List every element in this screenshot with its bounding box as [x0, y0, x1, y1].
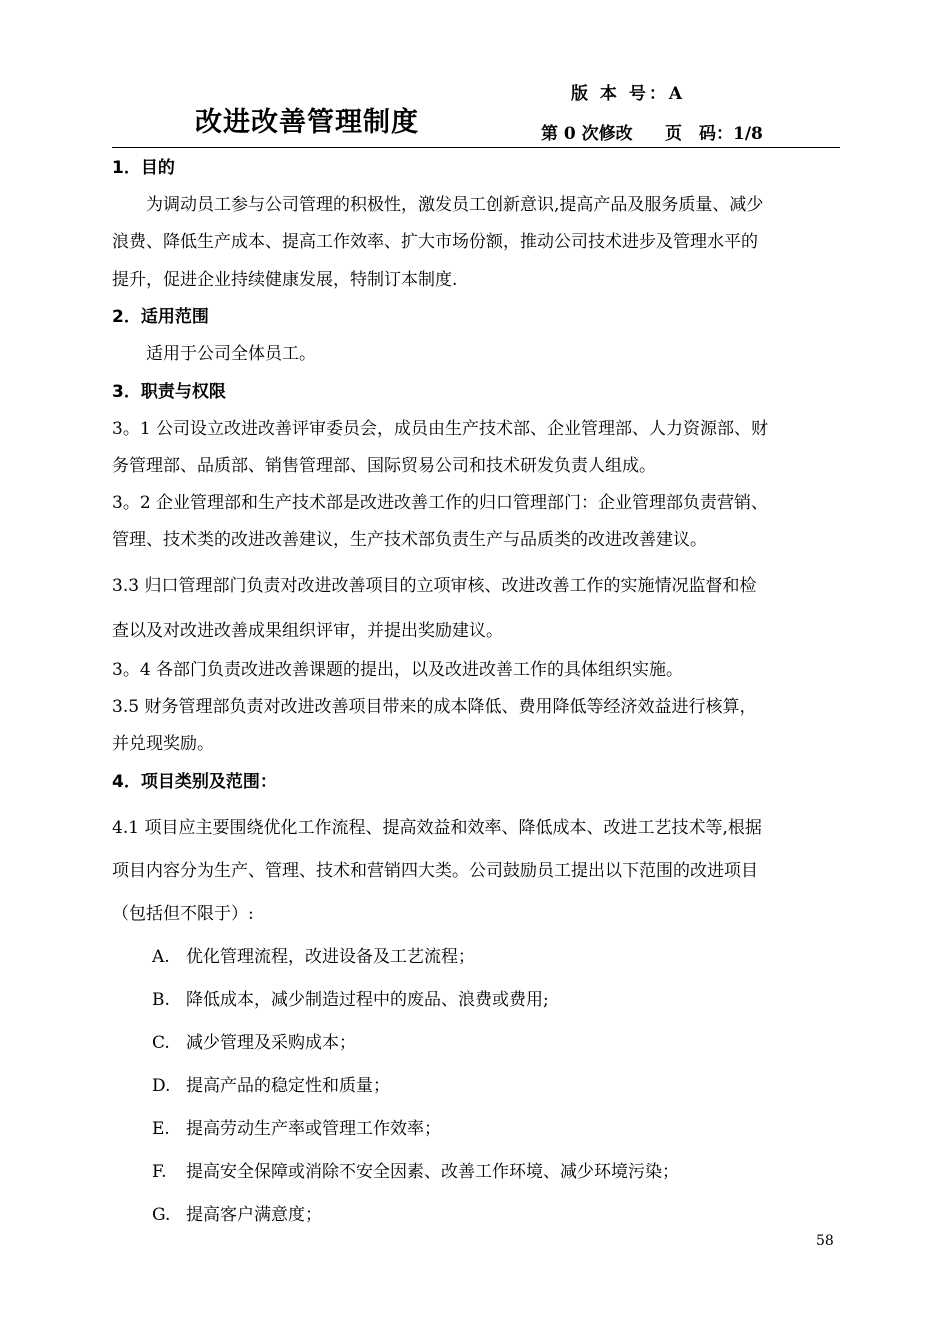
paragraph-line: 管理、技术类的改进改善建议，生产技术部负责生产与品质类的改进改善建议。 — [112, 530, 707, 550]
paragraph-line: （包括但不限于）: — [112, 904, 254, 924]
paragraph-line: 3。4 各部门负责改进改善课题的提出，以及改进改善工作的具体组织实施。 — [112, 660, 684, 680]
paragraph-line: 4.1 项目应主要围绕优化工作流程、提高效益和效率、降低成本、改进工艺技术等,根据 — [112, 818, 762, 838]
list-item: 降低成本，减少制造过程中的废品、浪费或费用; — [186, 990, 549, 1010]
list-item: 优化管理流程，改进设备及工艺流程； — [186, 947, 475, 967]
paragraph-line: 项目内容分为生产、管理、技术和营销四大类。公司鼓励员工提出以下范围的改进项目 — [112, 861, 758, 881]
section-heading-scope: 2．适用范围 — [112, 307, 209, 327]
page-indicator: 页 码：1/8 — [665, 124, 763, 144]
section-heading-purpose: 1．目的 — [112, 158, 175, 178]
paragraph-line: 3.5 财务管理部负责对改进改善项目带来的成本降低、费用降低等经济效益进行核算， — [112, 697, 757, 717]
list-item: 提高安全保障或消除不安全因素、改善工作环境、减少环境污染； — [186, 1162, 679, 1182]
list-item-marker: G. — [152, 1205, 171, 1225]
revision-number: 第 0 次修改 — [541, 124, 633, 144]
paragraph-line: 3。2 企业管理部和生产技术部是改进改善工作的归口管理部门：企业管理部负责营销、 — [112, 493, 769, 513]
paragraph-line: 浪费、降低生产成本、提高工作效率、扩大市场份额，推动公司技术进步及管理水平的 — [112, 232, 758, 252]
version-number: 版 本 号：A — [571, 84, 686, 104]
list-item-marker: C. — [152, 1033, 170, 1053]
list-item-marker: E. — [152, 1119, 170, 1139]
paragraph-line: 3.3 归口管理部门负责对改进改善项目的立项审核、改进改善工作的实施情况监督和检 — [112, 576, 757, 596]
paragraph-line: 查以及对改进改善成果组织评审，并提出奖励建议。 — [112, 621, 503, 641]
list-item-marker: A. — [152, 947, 170, 967]
page-number: 58 — [816, 1233, 834, 1249]
list-item-marker: F. — [152, 1162, 167, 1182]
list-item: 减少管理及采购成本； — [186, 1033, 356, 1053]
header-divider — [112, 147, 840, 148]
paragraph-line: 3。1 公司设立改进改善评审委员会，成员由生产技术部、企业管理部、人力资源部、财 — [112, 419, 769, 439]
list-item: 提高产品的稳定性和质量； — [186, 1076, 390, 1096]
list-item-marker: D. — [152, 1076, 171, 1096]
paragraph-line: 适用于公司全体员工。 — [146, 344, 316, 364]
list-item: 提高客户满意度； — [186, 1205, 322, 1225]
paragraph-line: 为调动员工参与公司管理的积极性，激发员工创新意识,提高产品及服务质量、减少 — [146, 195, 764, 215]
list-item: 提高劳动生产率或管理工作效率； — [186, 1119, 441, 1139]
document-title: 改进改善管理制度 — [195, 107, 419, 138]
section-heading-categories: 4．项目类别及范围： — [112, 772, 277, 792]
paragraph-line: 提升，促进企业持续健康发展，特制订本制度. — [112, 270, 458, 290]
paragraph-line: 并兑现奖励。 — [112, 734, 214, 754]
list-item-marker: B. — [152, 990, 170, 1010]
section-heading-responsibilities: 3．职责与权限 — [112, 382, 226, 402]
paragraph-line: 务管理部、品质部、销售管理部、国际贸易公司和技术研发负责人组成。 — [112, 456, 656, 476]
